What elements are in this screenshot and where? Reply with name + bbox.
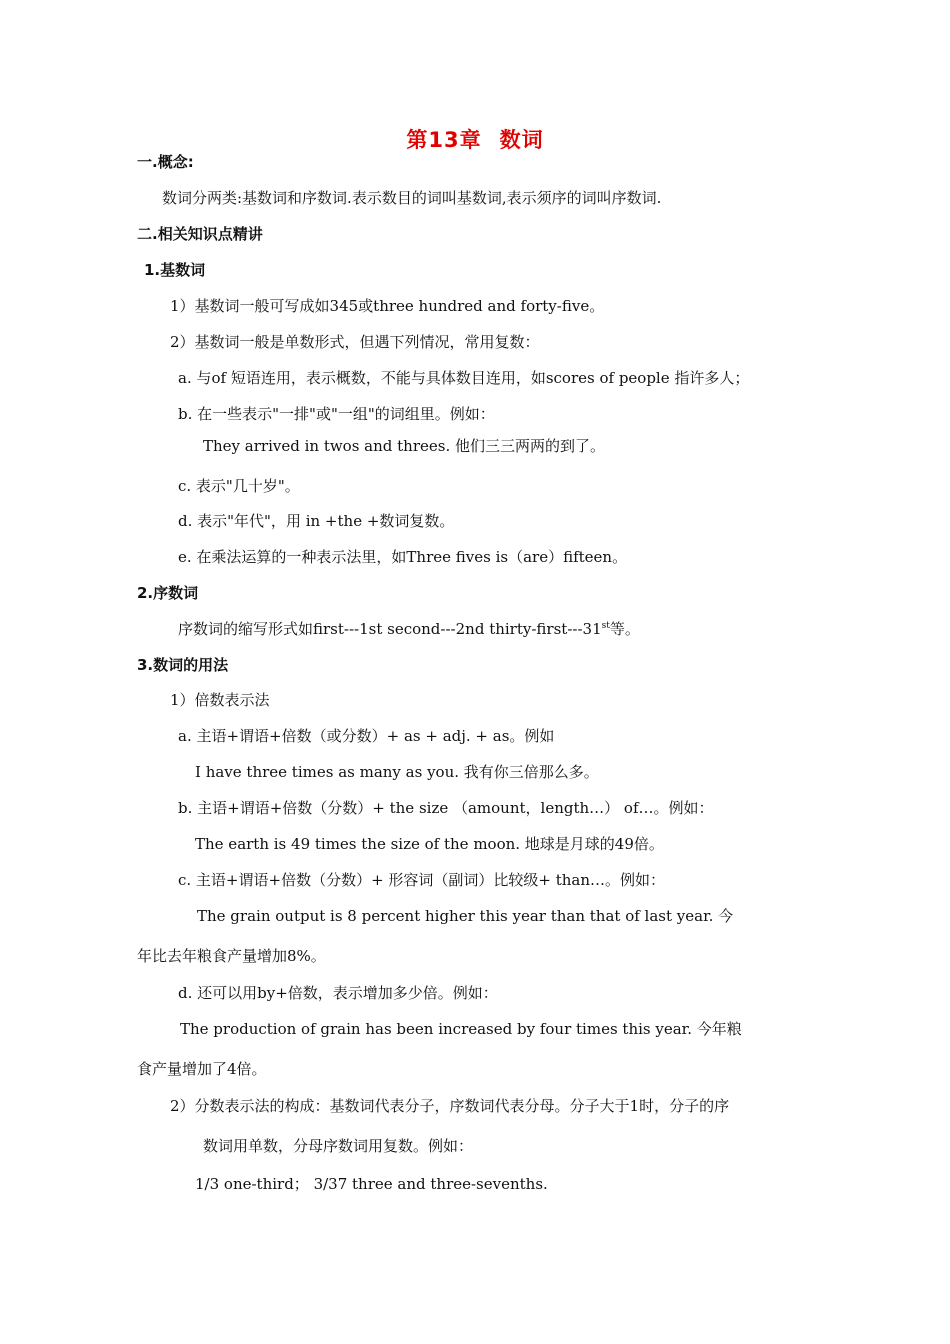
usage-item-d: d. 还可以用by+倍数，表示增加多少倍。例如： <box>178 984 498 1002</box>
chapter-name: 数词 <box>499 128 544 152</box>
cardinal-example-b: They arrived in twos and threes. 他们三三两两的到了。 <box>203 437 605 455</box>
ordinal-superscript: st <box>601 621 610 631</box>
usage-item-c: c. 主语+谓语+倍数（分数）+ 形容词（副词）比较级+ than…。例如： <box>178 871 666 889</box>
cardinal-item-d: d. 表示"年代"，用 in +the +数词复数。 <box>178 512 455 530</box>
usage-item-a: a. 主语+谓语+倍数（或分数）+ as + adj. + as。例如 <box>178 727 555 745</box>
usage-point-2-cont: 数词用单数，分母序数词用复数。例如： <box>203 1137 474 1155</box>
ordinal-text-tail: 等。 <box>609 620 640 638</box>
ordinal-text <box>178 619 640 639</box>
usage-example-d-line1: The production of grain has been increased by four times this year. 今年粮 <box>180 1020 742 1038</box>
usage-point-1: 1）倍数表示法 <box>170 691 270 709</box>
usage-example-a: I have three times as many as you. 我有你三倍那么多。 <box>195 763 599 781</box>
subheading-cardinal: 1.基数词 <box>144 261 206 279</box>
page-title <box>0 124 950 154</box>
chapter-number: 第13章 <box>406 128 482 152</box>
section-heading-knowledge: 二.相关知识点精讲 <box>137 225 263 243</box>
usage-example-b: The earth is 49 times the size of the moon. 地球是月球的49倍。 <box>195 835 664 853</box>
concept-text: 数词分两类:基数词和序数词.表示数目的词叫基数词,表示须序的词叫序数词. <box>162 189 662 207</box>
cardinal-item-a: a. 与of 短语连用，表示概数，不能与具体数目连用，如scores of people 指许多人； <box>178 369 750 387</box>
section-heading-concept: 一.概念: <box>137 153 194 171</box>
usage-example-c-line1: The grain output is 8 percent higher this year than that of last year. 今 <box>197 907 734 925</box>
cardinal-item-e: e. 在乘法运算的一种表示法里，如Three fives is（are）fifteen。 <box>178 548 628 566</box>
cardinal-point-2: 2）基数词一般是单数形式，但遇下列情况，常用复数： <box>170 333 540 351</box>
cardinal-item-c: c. 表示"几十岁"。 <box>178 477 300 495</box>
fraction-example: 1/3 one-third； 3/37 three and three-sevenths. <box>195 1175 548 1193</box>
cardinal-item-b: b. 在一些表示"一排"或"一组"的词组里。例如： <box>178 405 495 423</box>
ordinal-text-main: 序数词的缩写形式如first---1st second---2nd thirty-first---31 <box>178 620 602 638</box>
subheading-usage: 3.数词的用法 <box>137 656 229 674</box>
usage-example-c-line2: 年比去年粮食产量增加8%。 <box>137 947 326 965</box>
subheading-ordinal: 2.序数词 <box>137 584 199 602</box>
usage-example-d-line2: 食产量增加了4倍。 <box>137 1060 267 1078</box>
cardinal-point-1: 1）基数词一般可写成如345或three hundred and forty-five。 <box>170 297 605 315</box>
usage-point-2: 2）分数表示法的构成：基数词代表分子，序数词代表分母。分子大于1时，分子的序 <box>170 1097 730 1115</box>
usage-item-b: b. 主语+谓语+倍数（分数）+ the size （amount，length…） of…。例如： <box>178 799 714 817</box>
